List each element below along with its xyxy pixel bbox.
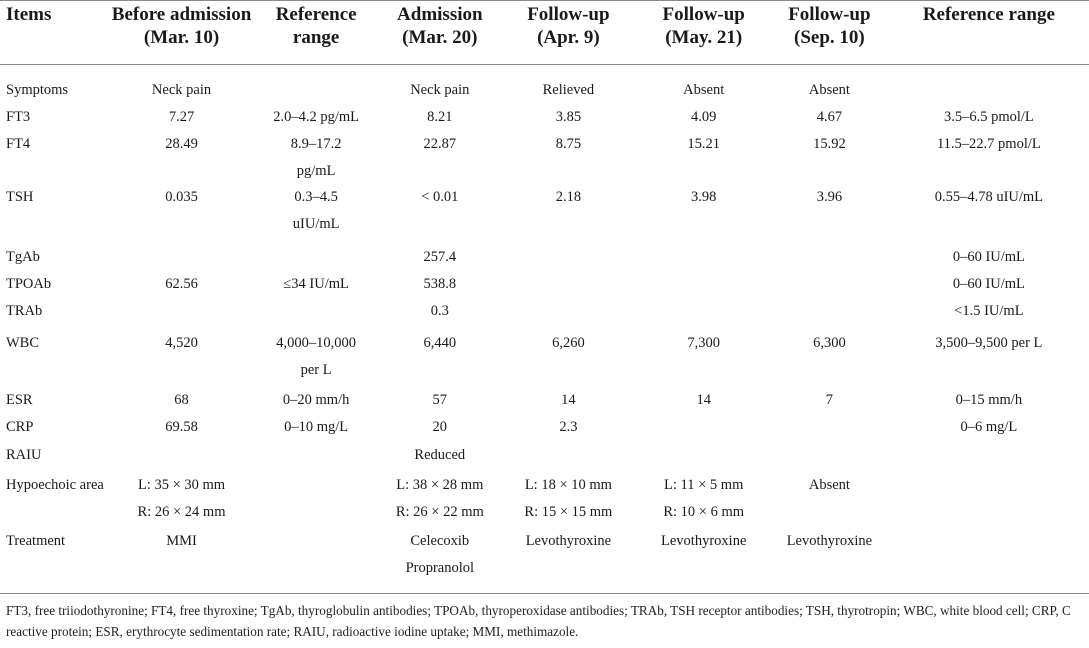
table-cell bbox=[111, 387, 252, 414]
cell-line: 3.96 bbox=[816, 189, 843, 205]
table-row bbox=[0, 184, 1089, 244]
cell-line: 68 bbox=[174, 392, 189, 408]
table-cell bbox=[499, 528, 637, 589]
table-cell bbox=[637, 104, 770, 131]
table-body bbox=[0, 64, 1089, 589]
cell-line: L: 38 × 28 mm bbox=[396, 477, 484, 493]
cell-line: Celecoxib bbox=[410, 533, 470, 549]
table-cell bbox=[889, 271, 1089, 298]
cell-line: 28.49 bbox=[165, 136, 198, 152]
cell-line: R: 10 × 6 mm bbox=[663, 503, 745, 520]
table-cell bbox=[889, 528, 1089, 589]
cell-line: 538.8 bbox=[423, 276, 457, 292]
column-header bbox=[252, 0, 380, 64]
cell-line: 4,000–10,000 bbox=[276, 335, 356, 351]
table-cell bbox=[770, 387, 889, 414]
table-cell bbox=[637, 77, 770, 104]
cell-line: 0.55–4.78 uIU/mL bbox=[934, 189, 1044, 205]
table-cell bbox=[111, 472, 252, 528]
table-cell bbox=[111, 244, 252, 271]
cell-line: 0–10 mg/L bbox=[284, 419, 349, 435]
table-row bbox=[0, 131, 1089, 184]
column-header-line: Reference range bbox=[922, 4, 1055, 25]
cell-line: 22.87 bbox=[423, 136, 457, 152]
table-cell bbox=[380, 271, 499, 298]
table-cell bbox=[637, 244, 770, 271]
cell-line: Relieved bbox=[542, 82, 595, 98]
cell-line: uIU/mL bbox=[292, 215, 340, 232]
cell-line: 3.85 bbox=[555, 109, 582, 125]
table-cell bbox=[637, 528, 770, 589]
table-cell bbox=[889, 330, 1089, 387]
cell-line: Absent bbox=[808, 477, 850, 493]
row-label: FT3 bbox=[6, 109, 31, 125]
row-label: TRAb bbox=[6, 303, 43, 319]
table-cell bbox=[380, 442, 499, 472]
table-bottom-rule bbox=[0, 593, 1089, 594]
row-label: Symptoms bbox=[6, 82, 69, 98]
table-cell bbox=[380, 184, 499, 244]
table-cell bbox=[889, 104, 1089, 131]
table-cell bbox=[499, 330, 637, 387]
cell-line: 2.3 bbox=[559, 419, 578, 435]
cell-line: Propranolol bbox=[405, 559, 475, 576]
table-cell bbox=[252, 528, 380, 589]
cell-line: Absent bbox=[683, 82, 725, 98]
table-cell bbox=[252, 298, 380, 330]
row-label: TPOAb bbox=[6, 276, 52, 292]
cell-line: 14 bbox=[696, 392, 711, 408]
table-cell bbox=[252, 104, 380, 131]
table-cell bbox=[499, 271, 637, 298]
cell-line: Neck pain bbox=[410, 82, 470, 98]
cell-line: 6,300 bbox=[813, 335, 846, 351]
table-cell bbox=[770, 184, 889, 244]
table-row bbox=[0, 330, 1089, 387]
table-cell bbox=[380, 131, 499, 184]
table-cell bbox=[252, 244, 380, 271]
row-label: ESR bbox=[6, 392, 33, 408]
cell-line: 3.5–6.5 pmol/L bbox=[943, 109, 1034, 125]
cell-line: MMI bbox=[166, 533, 197, 549]
table-cell bbox=[111, 104, 252, 131]
table-footnote: FT3, free triiodothyronine; FT4, free thyroxine; TgAb, thyroglobulin antibodies; TPOAb, thyroperoxidase antibodies; TRAb, TSH receptor antibodies; TSH, thyrotropin; WBC, white blood cell; CRP, C reactive protein; ESR, erythrocyte sedimentation rate; RAIU, radioactive iodine uptake; MMI, methimazole. bbox=[6, 603, 1071, 639]
cell-line: 6,440 bbox=[423, 335, 457, 351]
table-row bbox=[0, 104, 1089, 131]
table-cell bbox=[889, 442, 1089, 472]
cell-line: R: 26 × 24 mm bbox=[137, 503, 226, 520]
cell-line: 0.035 bbox=[165, 189, 198, 205]
cell-line: 7 bbox=[825, 392, 834, 408]
table-cell bbox=[111, 442, 252, 472]
cell-line: 0–60 IU/mL bbox=[952, 276, 1025, 292]
table-cell bbox=[770, 271, 889, 298]
table-cell bbox=[499, 131, 637, 184]
cell-line: 8.21 bbox=[427, 109, 453, 125]
table-cell bbox=[380, 298, 499, 330]
table-row bbox=[0, 414, 1089, 442]
cell-line: 8.75 bbox=[555, 136, 582, 152]
table-cell bbox=[252, 414, 380, 442]
table-cell bbox=[252, 442, 380, 472]
row-label: TgAb bbox=[6, 249, 40, 265]
cell-line: per L bbox=[300, 361, 332, 378]
table-header bbox=[0, 0, 1089, 64]
table-cell bbox=[637, 387, 770, 414]
table-cell bbox=[252, 77, 380, 104]
table-cell bbox=[637, 131, 770, 184]
table-row bbox=[0, 271, 1089, 298]
column-header-line: Follow-up bbox=[788, 4, 871, 25]
table-cell bbox=[380, 528, 499, 589]
column-header-line: (Sep. 10) bbox=[794, 26, 865, 48]
table-cell bbox=[499, 387, 637, 414]
column-header-line: Follow-up bbox=[527, 4, 610, 25]
table-cell bbox=[380, 244, 499, 271]
table-cell bbox=[637, 298, 770, 330]
cell-line: 0–15 mm/h bbox=[955, 392, 1023, 408]
cell-line: Reduced bbox=[414, 447, 466, 463]
table-cell bbox=[889, 77, 1089, 104]
column-header bbox=[0, 0, 111, 64]
column-header bbox=[111, 0, 252, 64]
table-cell bbox=[889, 414, 1089, 442]
table-cell bbox=[111, 414, 252, 442]
table-cell bbox=[889, 298, 1089, 330]
cell-line: 4,520 bbox=[165, 335, 198, 351]
cell-line: 4.67 bbox=[816, 109, 843, 125]
cell-line: 20 bbox=[432, 419, 448, 435]
cell-line: 0–20 mm/h bbox=[282, 392, 350, 408]
table-cell bbox=[770, 77, 889, 104]
cell-line: 6,260 bbox=[552, 335, 585, 351]
cell-line: 7.27 bbox=[168, 109, 195, 125]
table-cell bbox=[770, 528, 889, 589]
table-cell bbox=[380, 330, 499, 387]
table-cell bbox=[770, 414, 889, 442]
cell-line: 257.4 bbox=[423, 249, 457, 265]
table-cell bbox=[637, 442, 770, 472]
table-cell bbox=[252, 330, 380, 387]
cell-line: ≤34 IU/mL bbox=[283, 276, 349, 292]
cell-line: 62.56 bbox=[165, 276, 198, 292]
table-cell bbox=[770, 104, 889, 131]
cell-line: 8.9–17.2 bbox=[290, 136, 342, 152]
cell-line: R: 15 × 15 mm bbox=[524, 503, 613, 520]
table-cell bbox=[770, 330, 889, 387]
row-label: FT4 bbox=[6, 136, 31, 152]
table-cell bbox=[252, 472, 380, 528]
cell-line: 69.58 bbox=[165, 419, 198, 435]
cell-line: 2.0–4.2 pg/mL bbox=[273, 109, 360, 125]
table-cell bbox=[637, 330, 770, 387]
table-row bbox=[0, 442, 1089, 472]
table-cell bbox=[380, 104, 499, 131]
row-label: Hypoechoic area bbox=[6, 477, 104, 493]
cell-line: < 0.01 bbox=[421, 189, 459, 205]
cell-line: <1.5 IU/mL bbox=[954, 303, 1024, 319]
row-label: RAIU bbox=[6, 447, 42, 463]
table-cell bbox=[380, 77, 499, 104]
cell-line: 57 bbox=[432, 392, 448, 408]
table-cell bbox=[380, 387, 499, 414]
table-cell bbox=[252, 184, 380, 244]
cell-line: 7,300 bbox=[687, 335, 721, 351]
table-cell bbox=[770, 442, 889, 472]
table-cell bbox=[499, 244, 637, 271]
column-header-line: Reference bbox=[275, 4, 357, 25]
table-cell bbox=[499, 298, 637, 330]
table-cell bbox=[111, 131, 252, 184]
table-cell bbox=[637, 472, 770, 528]
column-header bbox=[637, 0, 770, 64]
table-cell bbox=[499, 442, 637, 472]
column-header-line: (May. 21) bbox=[665, 26, 743, 48]
cell-line: 4.09 bbox=[691, 109, 717, 125]
table-row bbox=[0, 472, 1089, 528]
cell-line: 0–60 IU/mL bbox=[952, 249, 1025, 265]
table-cell bbox=[889, 387, 1089, 414]
table-cell bbox=[770, 472, 889, 528]
cell-line: 11.5–22.7 pmol/L bbox=[936, 136, 1041, 152]
table-cell bbox=[380, 414, 499, 442]
cell-line: 3,500–9,500 per L bbox=[935, 335, 1043, 351]
cell-line: Neck pain bbox=[151, 82, 212, 98]
table-cell bbox=[111, 528, 252, 589]
column-header-line: (Apr. 9) bbox=[537, 26, 600, 48]
table-cell bbox=[111, 184, 252, 244]
column-header-line: (Mar. 20) bbox=[402, 26, 478, 48]
cell-line: 3.98 bbox=[691, 189, 717, 205]
cell-line: 2.18 bbox=[555, 189, 582, 205]
table-cell bbox=[380, 472, 499, 528]
column-header-line: Items bbox=[6, 4, 52, 25]
table-row bbox=[0, 244, 1089, 271]
cell-line: R: 26 × 22 mm bbox=[395, 503, 484, 520]
cell-line: L: 18 × 10 mm bbox=[524, 477, 612, 493]
table-cell bbox=[252, 131, 380, 184]
cell-line: Levothyroxine bbox=[525, 533, 612, 549]
column-header bbox=[770, 0, 889, 64]
cell-line: L: 35 × 30 mm bbox=[137, 477, 226, 493]
cell-line: Levothyroxine bbox=[661, 533, 747, 549]
table-cell bbox=[111, 77, 252, 104]
table-cell bbox=[252, 387, 380, 414]
table-cell bbox=[889, 184, 1089, 244]
cell-line: 14 bbox=[561, 392, 576, 408]
column-header bbox=[499, 0, 637, 64]
table-cell bbox=[499, 414, 637, 442]
table-row bbox=[0, 387, 1089, 414]
table-cell bbox=[770, 244, 889, 271]
row-label: CRP bbox=[6, 419, 34, 435]
cell-line: Levothyroxine bbox=[786, 533, 873, 549]
column-header bbox=[380, 0, 499, 64]
cell-line: 15.21 bbox=[687, 136, 721, 152]
row-label: TSH bbox=[6, 189, 34, 205]
table-cell bbox=[770, 298, 889, 330]
cell-line: Absent bbox=[808, 82, 850, 98]
column-header-line: Admission bbox=[397, 4, 483, 25]
column-header-line: Before admission bbox=[111, 4, 252, 25]
table-cell bbox=[499, 77, 637, 104]
table-cell bbox=[637, 271, 770, 298]
table-cell bbox=[637, 414, 770, 442]
table-cell bbox=[499, 472, 637, 528]
column-header-line: range bbox=[292, 26, 340, 48]
table-cell bbox=[111, 271, 252, 298]
table-cell bbox=[770, 131, 889, 184]
table-cell bbox=[111, 330, 252, 387]
cell-line: 15.92 bbox=[813, 136, 846, 152]
table-cell bbox=[111, 298, 252, 330]
table-cell bbox=[252, 271, 380, 298]
cell-line: 0.3–4.5 bbox=[294, 189, 338, 205]
cell-line: 0.3 bbox=[430, 303, 449, 319]
column-header-line: Follow-up bbox=[662, 4, 745, 25]
table-cell bbox=[499, 104, 637, 131]
cell-line: L: 11 × 5 mm bbox=[664, 477, 744, 493]
spacer-row bbox=[0, 64, 1089, 77]
table-cell bbox=[889, 472, 1089, 528]
table-row bbox=[0, 298, 1089, 330]
cell-line: 0–6 mg/L bbox=[960, 419, 1018, 435]
table-row bbox=[0, 528, 1089, 589]
table-row bbox=[0, 77, 1089, 104]
table-cell bbox=[889, 131, 1089, 184]
table-cell bbox=[637, 184, 770, 244]
table-cell bbox=[889, 244, 1089, 271]
row-label: Treatment bbox=[6, 533, 66, 549]
cell-line: pg/mL bbox=[296, 162, 336, 179]
column-header-line: (Mar. 10) bbox=[143, 26, 220, 48]
table-cell bbox=[499, 184, 637, 244]
row-label: WBC bbox=[6, 335, 40, 351]
column-header bbox=[889, 0, 1089, 64]
